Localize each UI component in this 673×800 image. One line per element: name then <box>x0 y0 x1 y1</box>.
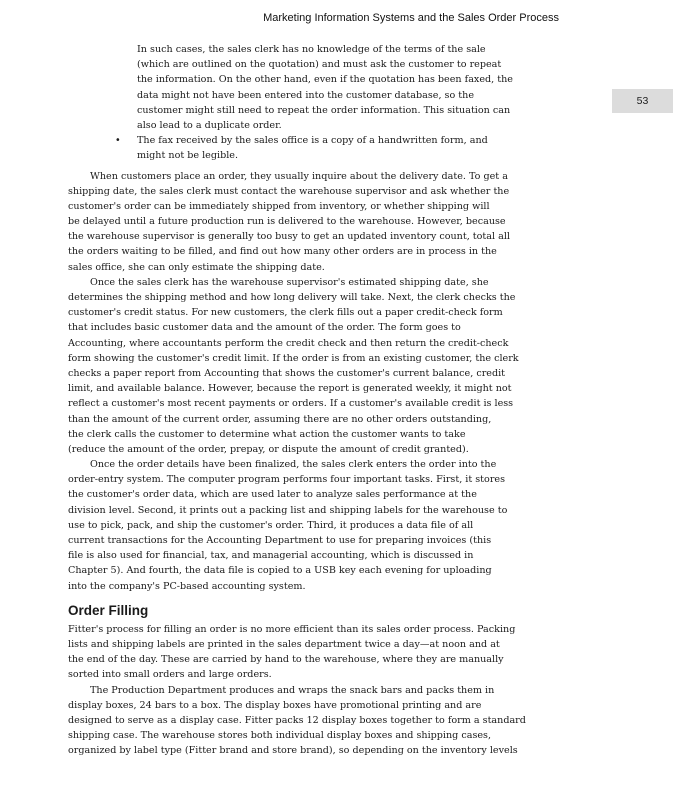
page-number: 53 <box>612 89 673 113</box>
text-line: reflect a customer's most recent payments or orders. If a customer's available credit is less <box>68 398 514 410</box>
text-line: designed to serve as a display case. Fitter packs 12 display boxes together to form a standard <box>68 714 526 726</box>
text-line: The Production Department produces and wraps the snack bars and packs them in <box>90 684 495 696</box>
bullet-list <box>68 42 556 164</box>
text-line: the clerk calls the customer to determine what action the customer wants to take <box>68 428 466 440</box>
text-line: sorted into small orders and large orders. <box>68 669 272 681</box>
text-line: shipping case. The warehouse stores both individual display boxes and shipping cases, <box>68 730 492 742</box>
text-line: (reduce the amount of the order, prepay, or dispute the amount of credit granted). <box>68 443 469 455</box>
text-line: file is also used for financial, tax, and managerial accounting, which is discussed in <box>68 550 474 562</box>
text-line: the orders waiting to be filled, and find out how many other orders are in process in the <box>68 246 497 258</box>
text-line: the information. On the other hand, even if the quotation has been faxed, the <box>137 74 513 86</box>
text-line: might not be legible. <box>137 150 239 162</box>
bullet-dot-icon: • <box>115 135 121 147</box>
text-line: than the amount of the current order, assuming there are no other orders outstanding, <box>68 413 492 425</box>
paragraph <box>68 275 556 457</box>
text-line: When customers place an order, they usually inquire about the delivery date. To get a <box>90 170 508 182</box>
text-line: the customer's order data, which are used later to analyze sales performance at the <box>68 489 477 501</box>
paragraph <box>68 683 556 759</box>
text-line: shipping date, the sales clerk must contact the warehouse supervisor and ask whether the <box>68 185 510 197</box>
text-line: Once the sales clerk has the warehouse supervisor's estimated shipping date, she <box>90 276 489 288</box>
paragraph <box>68 457 556 594</box>
text-line: Fitter's process for filling an order is no more efficient than its sales order process. Packing <box>68 623 516 635</box>
text-line: customer might still need to repeat the order information. This situation can <box>137 104 511 116</box>
text-line: customer's credit status. For new customers, the clerk fills out a paper credit-check form <box>68 307 503 319</box>
bullet-item <box>68 42 556 133</box>
page-body <box>68 42 556 758</box>
text-line: lists and shipping labels are printed in the sales department twice a day—at noon and at <box>68 638 500 650</box>
text-line: be delayed until a future production run is delivered to the warehouse. However, because <box>68 216 506 228</box>
text-line: limit, and available balance. However, because the report is generated weekly, it might not <box>68 383 512 395</box>
text-line: the end of the day. These are carried by hand to the warehouse, where they are manually <box>68 654 504 666</box>
text-line: customer's order can be immediately shipped from inventory, or whether shipping will <box>68 200 490 212</box>
text-line: form showing the customer's credit limit. If the order is from an existing customer, the clerk <box>68 352 519 364</box>
text-line: The fax received by the sales office is a copy of a handwritten form, and <box>137 135 488 147</box>
text-line: Accounting, where accountants perform the credit check and then return the credit-check <box>68 337 509 349</box>
text-line: that includes basic customer data and the amount of the order. The form goes to <box>68 322 461 334</box>
text-line: determines the shipping method and how long delivery will take. Next, the clerk checks the <box>68 292 516 303</box>
paragraph <box>68 622 556 683</box>
text-line: In such cases, the sales clerk has no knowledge of the terms of the sale <box>137 44 486 55</box>
running-header: Marketing Information Systems and the Sales Order Process <box>263 12 559 24</box>
text-line: display boxes, 24 bars to a box. The display boxes have promotional printing and are <box>68 699 482 711</box>
bullet-item <box>68 133 556 163</box>
text-line: (which are outlined on the quotation) and must ask the customer to repeat <box>137 59 502 71</box>
text-line: the warehouse supervisor is generally too busy to get an updated inventory count, total all <box>68 231 510 243</box>
text-line: data might not have been entered into the customer database, so the <box>137 89 475 101</box>
text-line: organized by label type (Fitter brand and store brand), so depending on the inventory levels <box>68 745 518 757</box>
text-line: checks a paper report from Accounting that shows the customer's current balance, credit <box>68 367 506 379</box>
text-line: sales office, she can only estimate the shipping date. <box>68 261 325 273</box>
text-line: order-entry system. The computer program performs four important tasks. First, it stores <box>68 474 506 486</box>
text-line: division level. Second, it prints out a packing list and shipping labels for the warehouse to <box>68 504 508 516</box>
paragraph <box>68 169 556 275</box>
text-line: use to pick, pack, and ship the customer's order. Third, it produces a data file of all <box>68 519 474 531</box>
text-line: also lead to a duplicate order. <box>137 119 282 131</box>
text-line: into the company's PC-based accounting system. <box>68 580 306 592</box>
text-line: Chapter 5). And fourth, the data file is copied to a USB key each evening for uploading <box>68 565 492 577</box>
section-heading: Order Filling <box>68 602 149 618</box>
text-line: Once the order details have been finalized, the sales clerk enters the order into the <box>90 459 497 471</box>
text-line: current transactions for the Accounting Department to use for preparing invoices (this <box>68 535 492 546</box>
